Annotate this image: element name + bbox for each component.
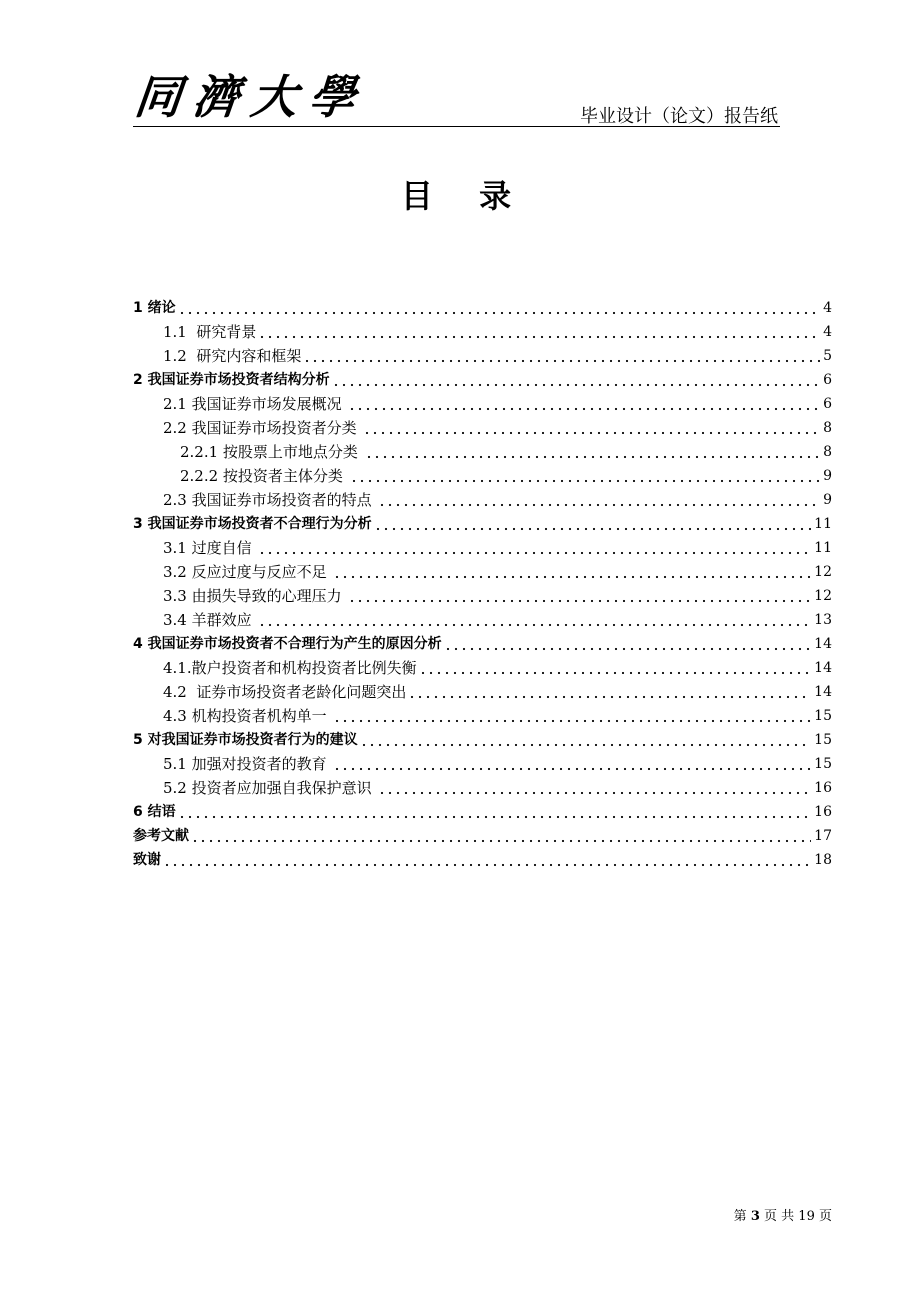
toc-dot-leader — [258, 608, 811, 632]
toc-entry-label: 2.3 我国证券市场投资者的特点 — [163, 491, 377, 509]
toc-dot-leader — [333, 752, 811, 776]
toc-entry — [133, 752, 832, 776]
toc-dot-leader — [360, 728, 812, 752]
toc-page-number: 14 — [814, 684, 832, 700]
toc-entry-label: 1 绪论 — [133, 300, 176, 316]
toc-dot-leader — [363, 416, 820, 440]
toc-dot-leader — [258, 320, 820, 344]
toc-page-number: 4 — [823, 300, 832, 316]
footer-total-pages: 19 — [798, 1209, 815, 1224]
footer-page-middle: 页 共 — [764, 1209, 795, 1224]
toc-entry-label: 2.2.1 按股票上市地点分类 — [180, 443, 363, 461]
toc-page-number: 5 — [823, 348, 832, 364]
toc-dot-leader — [350, 464, 820, 488]
footer-current-page: 3 — [750, 1209, 760, 1224]
toc-entry-label: 4.1.散户投资者和机构投资者比例失衡 — [163, 659, 417, 677]
toc-entry-label: 1.2 研究内容和框架 — [163, 347, 302, 365]
toc-page-number: 15 — [814, 756, 832, 772]
toc-dot-leader — [374, 512, 812, 536]
toc-dot-leader — [348, 392, 820, 416]
toc-dot-leader — [163, 848, 811, 872]
toc-entry — [133, 608, 832, 632]
toc-dot-leader — [178, 800, 812, 824]
toc-page-number: 17 — [814, 828, 832, 844]
toc-page-number: 14 — [814, 636, 832, 652]
toc-entry — [133, 320, 832, 344]
toc-dot-leader — [333, 704, 811, 728]
footer-page-prefix: 第 — [733, 1209, 747, 1224]
toc-entry-label: 4.2 证券市场投资者老龄化问题突出 — [163, 683, 407, 701]
toc-entry — [133, 704, 832, 728]
toc-entry — [133, 440, 832, 464]
toc-dot-leader — [348, 584, 811, 608]
toc-entry-label: 3.4 羊群效应 — [163, 611, 257, 629]
toc-dot-leader — [191, 824, 811, 848]
toc-entry-label: 3.2 反应过度与反应不足 — [163, 563, 332, 581]
toc-entry — [133, 296, 832, 320]
toc-entry-label: 3.3 由损失导致的心理压力 — [163, 587, 347, 605]
toc-dot-leader — [332, 368, 820, 392]
university-logo: 同濟大學 — [132, 70, 370, 124]
toc-entry — [133, 512, 832, 536]
toc-entry-label: 4 我国证券市场投资者不合理行为产生的原因分析 — [133, 636, 442, 652]
toc-dot-leader — [408, 680, 811, 704]
toc-entry — [133, 584, 832, 608]
toc-dot-leader — [444, 632, 812, 656]
toc-dot-leader — [378, 776, 811, 800]
toc-page-number: 11 — [814, 516, 832, 532]
toc-page-number: 9 — [823, 492, 832, 508]
footer-page-suffix: 页 — [818, 1209, 832, 1224]
toc-page-number: 15 — [814, 732, 832, 748]
toc-page-number: 13 — [814, 612, 832, 628]
toc-entry-label: 2.2.2 按投资者主体分类 — [180, 467, 348, 485]
toc-page-number: 8 — [823, 444, 832, 460]
toc-page-number: 15 — [814, 708, 832, 724]
toc-entry — [133, 680, 832, 704]
toc-dot-leader — [365, 440, 820, 464]
toc-page-number: 12 — [814, 564, 832, 580]
toc-page-number: 12 — [814, 588, 832, 604]
toc-entry — [133, 536, 832, 560]
toc-entry-label: 2.1 我国证券市场发展概况 — [163, 395, 347, 413]
toc-dot-leader — [333, 560, 811, 584]
toc-page-number: 14 — [814, 660, 832, 676]
toc-entry — [133, 488, 832, 512]
toc-entry-label: 6 结语 — [133, 804, 176, 820]
toc-entry — [133, 824, 832, 848]
toc-dot-leader — [258, 536, 811, 560]
toc-page-number: 8 — [823, 420, 832, 436]
toc-dot-leader — [303, 344, 820, 368]
toc-entry — [133, 728, 832, 752]
toc-entry-label: 参考文献 — [133, 828, 189, 844]
toc-page-number: 18 — [814, 852, 832, 868]
toc-dot-leader — [178, 296, 820, 320]
toc-entry — [133, 560, 832, 584]
toc-page-number: 4 — [823, 324, 832, 340]
toc-dot-leader — [419, 656, 812, 680]
toc-entry — [133, 368, 832, 392]
toc-entry-label: 5.1 加强对投资者的教育 — [163, 755, 332, 773]
toc-entry — [133, 776, 832, 800]
toc-page-number: 6 — [823, 372, 832, 388]
toc-entry-label: 1.1 研究背景 — [163, 323, 257, 341]
toc-page-number: 16 — [814, 780, 832, 796]
toc-page-number: 16 — [814, 804, 832, 820]
table-of-contents — [133, 296, 832, 872]
toc-entry — [133, 392, 832, 416]
toc-page-number: 9 — [823, 468, 832, 484]
toc-entry-label: 2 我国证券市场投资者结构分析 — [133, 372, 330, 388]
toc-page-number: 6 — [823, 396, 832, 412]
header-rule — [133, 126, 780, 127]
toc-entry — [133, 800, 832, 824]
page-title: 目 录 — [400, 177, 520, 215]
toc-dot-leader — [378, 488, 820, 512]
report-paper-label: 毕业设计（论文）报告纸 — [580, 106, 778, 127]
toc-entry-label: 5 对我国证券市场投资者行为的建议 — [133, 732, 358, 748]
toc-entry-label: 2.2 我国证券市场投资者分类 — [163, 419, 362, 437]
toc-entry-label: 3 我国证券市场投资者不合理行为分析 — [133, 516, 372, 532]
toc-entry — [133, 464, 832, 488]
toc-entry-label: 4.3 机构投资者机构单一 — [163, 707, 332, 725]
toc-entry — [133, 848, 832, 872]
toc-entry-label: 5.2 投资者应加强自我保护意识 — [163, 779, 377, 797]
toc-entry-label: 3.1 过度自信 — [163, 539, 257, 557]
toc-entry — [133, 416, 832, 440]
toc-entry — [133, 344, 832, 368]
page-footer — [734, 1208, 832, 1226]
toc-entry — [133, 632, 832, 656]
toc-page-number: 11 — [814, 540, 832, 556]
toc-entry-label: 致谢 — [133, 852, 161, 868]
toc-entry — [133, 656, 832, 680]
